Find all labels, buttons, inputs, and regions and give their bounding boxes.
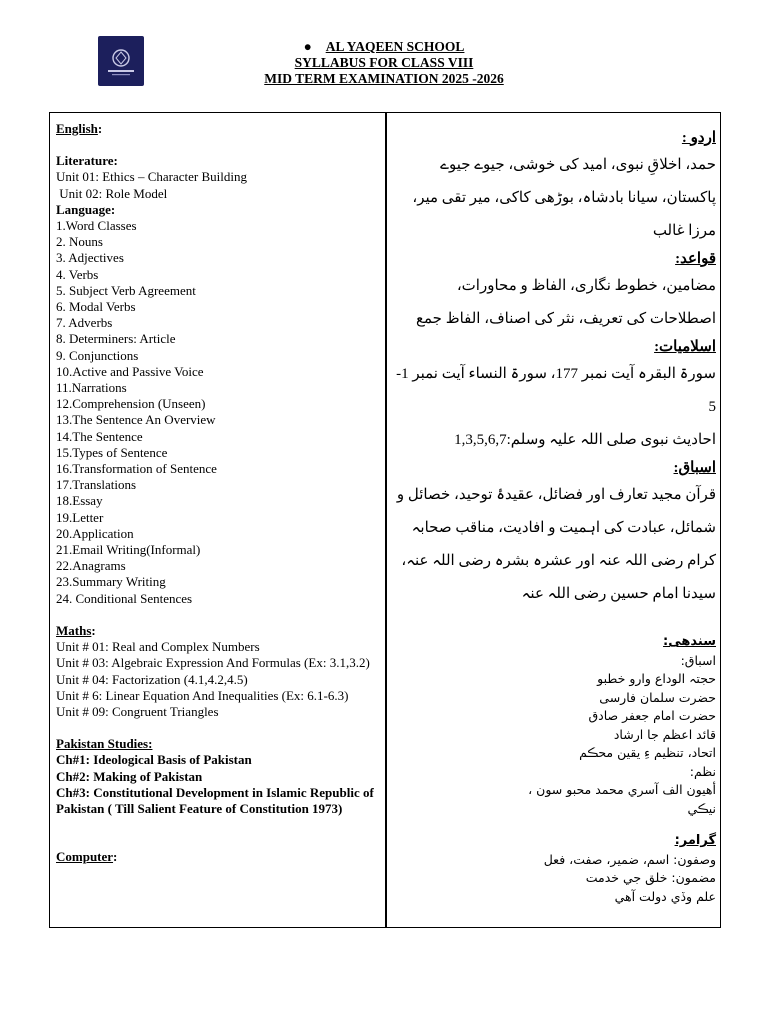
sindhi-line: نظم: — [689, 763, 716, 779]
document-header — [0, 39, 768, 87]
maths-item: Unit # 03: Algebraic Expression And Formulas (Ex: 3.1,3.2) — [56, 655, 370, 671]
language-item: 6. Modal Verbs — [56, 299, 136, 315]
pakistan-studies-section — [56, 736, 381, 817]
language-heading: Language: — [56, 201, 116, 217]
urdu-text: حمد، اخلاقِ نبوی، امید کی خوشی، جیوے جیوے پاکستان، سیانا بادشاہ، بوڑھی کاکی، میر تقی میر، مرزا غالب — [412, 157, 716, 239]
syllabus-title: SYLLABUS FOR CLASS VIII — [294, 55, 474, 70]
language-item: 10.Active and Passive Voice — [56, 363, 204, 379]
maths-section — [56, 623, 381, 720]
language-item: 7. Adverbs — [56, 315, 113, 331]
language-item: 5. Subject Verb Agreement — [56, 282, 196, 298]
language-item: 20.Application — [56, 525, 134, 541]
english-heading: English — [56, 121, 98, 136]
islamiat-heading: اسلامیات: — [654, 339, 716, 355]
urdu-heading: اردو : — [681, 130, 716, 146]
literature-heading: Literature: — [56, 153, 118, 169]
bullet-icon: ● — [303, 39, 312, 54]
language-item: 15.Types of Sentence — [56, 444, 168, 460]
language-item: 23.Summary Writing — [56, 574, 166, 590]
language-item: 21.Email Writing(Informal) — [56, 542, 201, 558]
literature-item: Unit 02: Role Model — [56, 185, 168, 201]
language-item: 18.Essay — [56, 493, 103, 509]
language-item: 14.The Sentence — [56, 428, 143, 444]
sindhi-line: اتحاد، تنظیم ءِ یقین محڪم — [579, 745, 716, 760]
computer-heading: Computer — [56, 849, 114, 865]
language-item: 11.Narrations — [56, 380, 127, 396]
right-column — [390, 127, 716, 906]
asbaq-heading: اسباق: — [673, 460, 716, 476]
grammar-line: وصفون: اسم، ضمير، صفت، فعل — [543, 851, 716, 867]
language-item: 24. Conditional Sentences — [56, 590, 193, 606]
left-column — [56, 121, 381, 865]
asbaq-text: قرآن مجید تعارف اور فضائل، عقیدۂ توحید، خصائل و شمائل، عبادت کی اہمیت و افادیت، مناقب صحابہ کرام رضی اللہ عنہ اور عشرہ بشرہ رضی اللہ عنہ، سیدنا امام حسین رضی اللہ عنہ — [396, 487, 716, 602]
grammar-line: مضمون: خلق جي خدمت — [585, 870, 716, 885]
grammar-heading: گرامر: — [674, 833, 716, 848]
sindhi-heading: سندھی: — [663, 634, 716, 649]
language-item: 1.Word Classes — [56, 218, 137, 234]
school-name: AL YAQEEN SCHOOL — [325, 39, 465, 54]
column-divider — [385, 113, 387, 927]
maths-item: Unit # 01: Real and Complex Numbers — [56, 639, 260, 655]
sindhi-line: أهيون الف آسري محمد محبو سون ، — [528, 782, 716, 797]
language-item: 16.Transformation of Sentence — [56, 461, 217, 477]
language-item: 17.Translations — [56, 477, 137, 493]
language-item: 12.Comprehension (Unseen) — [56, 396, 206, 412]
maths-item: Unit # 04: Factorization (4.1,4.2,4.5) — [56, 671, 248, 687]
exam-title: MID TERM EXAMINATION 2025 -2026 — [264, 71, 504, 86]
pakistan-studies-item: Ch#3: Constitutional Development in Islamic Republic of Pakistan ( Till Salient Feature of Constitution 1973) — [56, 784, 374, 816]
computer-colon: : — [113, 849, 118, 865]
language-item: 13.The Sentence An Overview — [56, 412, 216, 428]
language-item: 4. Verbs — [56, 266, 99, 282]
qawaid-heading: قواعد: — [675, 251, 716, 267]
language-item: 19.Letter — [56, 509, 104, 525]
sindhi-line: حجتہ الوداع وارو خطبو — [597, 671, 716, 686]
language-item: 3. Adjectives — [56, 250, 124, 266]
language-item: 22.Anagrams — [56, 558, 126, 574]
sindhi-line: اسباق: — [680, 652, 716, 668]
language-item: 2. Nouns — [56, 234, 103, 250]
pakistan-studies-item: Ch#1: Ideological Basis of Pakistan — [56, 752, 252, 768]
english-section — [56, 121, 381, 607]
maths-colon: : — [91, 622, 96, 638]
maths-item: Unit # 6: Linear Equation And Inequalities (Ex: 6.1-6.3) — [56, 687, 349, 703]
computer-section — [56, 849, 381, 865]
pakistan-studies-item: Ch#2: Making of Pakistan — [56, 768, 203, 784]
maths-item: Unit # 09: Congruent Triangles — [56, 703, 219, 719]
sindhi-line: نيڪي — [687, 800, 716, 816]
school-name-line — [0, 39, 768, 55]
pakistan-studies-heading: Pakistan Studies: — [56, 736, 153, 752]
language-item: 9. Conjunctions — [56, 347, 139, 363]
sindhi-line: حضرت سلمان فارسی — [599, 689, 716, 705]
language-item: 8. Determiners: Article — [56, 331, 176, 347]
islamiat-line: سورۃ البقرہ آیت نمبر 177، سورۃ النساء آیت نمبر 1-5 — [396, 366, 716, 415]
grammar-line: علم وڏي دولت آهي — [614, 888, 716, 904]
maths-heading: Maths — [56, 622, 92, 638]
sindhi-line: قائد اعظم جا ارشاد — [613, 726, 716, 742]
islamiat-line: احادیث نبوی صلی اللہ علیہ وسلم:1,3,5,6,7 — [454, 432, 716, 448]
literature-item: Unit 01: Ethics – Character Building — [56, 169, 247, 185]
syllabus-table — [49, 112, 721, 928]
qawaid-text: مضامین، خطوط نگاری، الفاظ و محاورات، اصطلاحات کی تعریف، نثر کی اصناف، الفاظ جمع — [416, 278, 716, 327]
sindhi-line: حضرت امام جعفر صادق — [588, 708, 716, 723]
english-colon: : — [97, 121, 103, 136]
